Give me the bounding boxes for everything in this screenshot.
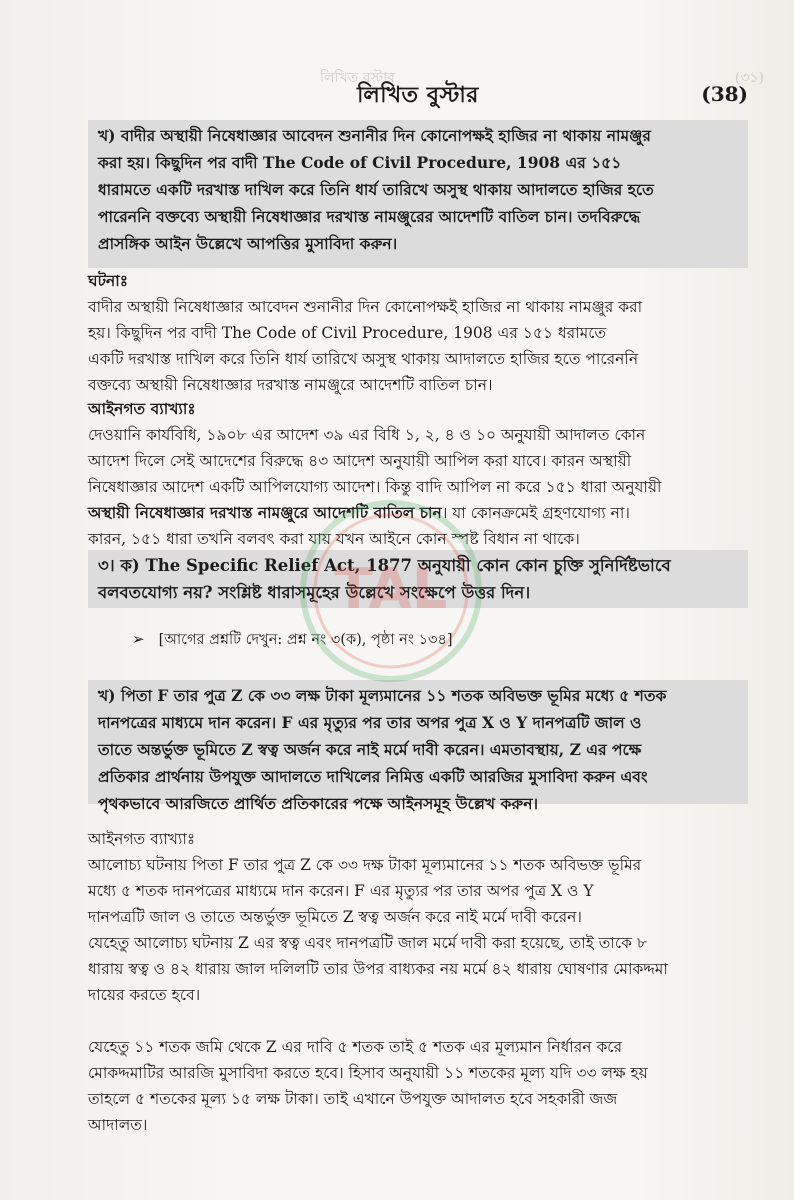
reference-text: [আগের প্রশ্নটি দেখুন: প্রশ্ন নং ৩(ক), পৃষ্ঠা নং ১৩৪] [158,632,453,648]
question-line: খ) বাদীর অস্থায়ী নিষেধাজ্ঞার আবেদন শুনানীর দিন কোনোপক্ষই হাজির না থাকায় নামঞ্জুর [98,126,651,145]
facts-heading: ঘটনাঃ [88,271,129,290]
bleed-through-page-number: (৩১) [734,70,764,86]
question-line: প্রতিকার প্রার্থনায় উপযুক্ত আদালতে দাখিলের নিমিত্ত একটি আরজির মুসাবিদা করুন এবং [98,767,648,786]
question-line: ধারামতে একটি দরখাস্ত দাখিল করে তিনি ধার্য তারিখে অসুস্থ থাকায় আদালতে হাজির হতে [98,180,654,199]
question-3-ka [88,550,748,608]
facts-line: বাদীর অস্থায়ী নিষেধাজ্ঞার আবেদন শুনানীর দিন কোনোপক্ষই হাজির না থাকায় নামঞ্জুর করা [88,298,643,316]
legal-line: মোকদ্দমাটির আরজি মুসাবিদা করতে হবে। হিসাব অনুযায়ী ১১ শতকের মূল্য যদি ৩৩ লক্ষ হয় [88,1064,648,1082]
running-title: লিখিত বুস্টার [357,82,479,108]
legal-line: যেহেতু আলোচ্য ঘটনায় Z এর স্বত্ব এবং দানপত্রটি জাল মর্মে দাবী করা হয়েছে, তাই তাকে ৮ [88,934,647,952]
reference-note [132,628,453,651]
legal-line-bold-part: অস্থায়ী নিষেধাজ্ঞার দরখাস্ত নামঞ্জুরে আদেশটি বাতিল চান [88,503,442,522]
legal-heading: আইনগত ব্যাখ্যাঃ [88,399,196,418]
legal-line: নিষেধাজ্ঞার আদেশ একটি আপিলযোগ্য আদেশ। কিন্তু বাদি আপিল না করে ১৫১ ধারা অনুযায়ী [88,478,662,496]
question-line: খ) পিতা F তার পুত্র Z কে ৩৩ লক্ষ টাকা মূল্যমানের ১১ শতক অবিভক্ত ভূমির মধ্যে ৫ শতক [98,686,667,705]
arrow-bullet-icon: ➢ [132,630,145,648]
legal-line [88,500,760,526]
legal-line: ধারায় স্বত্ব ও ৪২ ধারায় জাল দলিলটি তার উপর বাধ্যকর নয় মর্মে ৪২ ধারায় ঘোষণার মোকদ্দমা [88,960,668,978]
legal-line: আলোচ্য ঘটনায় পিতা F তার পুত্র Z কে ৩৩ দক্ষ টাকা মূল্যমানের ১১ শতক অবিভক্ত ভূমির [88,856,642,874]
legal-line: দানপত্রটি জাল ও তাতে অন্তর্ভুক্ত ভূমিতে Z স্বত্ব অর্জন করে নাই মর্মে দাবী করেন। [88,908,582,926]
legal-line: দায়ের করতে হবে। [88,986,201,1004]
legal-line: কারন, ১৫১ ধারা তখনি বলবৎ করা যায় যখন আইনে কোন স্পষ্ট বিধান না থাকে। [88,530,580,548]
question-line: করা হয়। কিছুদিন পর বাদী The Code of Civil Procedure, 1908 এর ১৫১ [98,153,622,172]
legal-line: মধ্যে ৫ শতক দানপত্রের মাধ্যমে দান করেন। F এর মৃত্যুর পর তার অপর পুত্র X ও Y [88,882,594,900]
page-number: (38) [701,82,748,106]
legal-line-rest: । যা কোনক্রমেই গ্রহণযোগ্য না। [441,504,630,522]
legal-heading: আইনগত ব্যাখ্যাঃ [88,830,196,848]
legal-line: তাহলে ৫ শতকের মূল্য ১৫ লক্ষ টাকা। তাই এখানে উপযুক্ত আদালত হবে সহকারী জজ [88,1090,618,1108]
legal-explanation-2 [88,826,760,1138]
facts-line: হয়। কিছুদিন পর বাদী The Code of Civil Procedure, 1908 এর ১৫১ ধরামতে [88,324,607,342]
legal-line: আদালত। [88,1116,148,1134]
page-header [88,78,748,114]
question-line: ৩। ক) The Specific Relief Act, 1877 অনুযায়ী কোন কোন চুক্তি সুনির্দিষ্টভাবে [98,556,671,575]
facts-section [88,264,760,398]
question-line: দানপত্রের মাধ্যমে দান করেন। F এর মৃত্যুর পর তার অপর পুত্র X ও Y দানপত্রটি জাল ও [98,713,642,732]
watermark-text: TAL [334,557,448,622]
legal-line: আদেশ দিলে সেই আদেশের বিরুদ্ধে ৪৩ আদেশ অনুযায়ী আপিল করা যাবে। কারন অস্থায়ী [88,452,632,470]
paragraph-gap [88,1008,760,1034]
legal-line: দেওয়ানি কার্যবিধি, ১৯০৮ এর আদেশ ৩৯ এর বিধি ১, ২, ৪ ও ১০ অনুযায়ী আদালত কোন [88,426,646,444]
question-line: পৃথকভাবে আরজিতে প্রার্থিত প্রতিকারের পক্ষে আইনসমূহ উল্লেখ করুন। [98,794,538,813]
question-line: বলবতযোগ্য নয়? সংশ্লিষ্ট ধারাসমূহের উল্লেখে সংক্ষেপে উত্তর দিন। [98,583,531,602]
bleed-through-title: লিখিত বুস্টার [320,70,395,86]
question-line: পারেননি বক্তব্যে অস্থায়ী নিষেধাজ্ঞার দরখাস্ত নামঞ্জুরের আদেশটি বাতিল চান। তদবিরুদ্ধে [98,207,641,226]
question-kha-1 [88,120,748,268]
facts-line: একটি দরখাস্ত দাখিল করে তিনি ধার্য তারিখে অসুস্থ থাকায় আদালতে হাজির হতে পারেননি [88,350,639,368]
facts-line: বক্তব্যে অস্থায়ী নিষেধাজ্ঞার দরখাস্ত নামঞ্জুরে আদেশটি বাতিল চান। [88,376,493,394]
question-kha-2 [88,680,748,813]
legal-line: যেহেতু ১১ শতক জমি থেকে Z এর দাবি ৫ শতক তাই ৫ শতক এর মূল্যমান নির্ধারন করে [88,1038,623,1056]
question-line: তাতে অন্তর্ভুক্ত ভূমিতে Z স্বত্ব অর্জন করে নাই মর্মে দাবী করেন। এমতাবস্থায়, Z এর পক্ষে [98,740,642,759]
legal-explanation-1 [88,396,760,552]
question-line: প্রাসঙ্গিক আইন উল্লেখে আপত্তির মুসাবিদা করুন। [98,234,398,253]
